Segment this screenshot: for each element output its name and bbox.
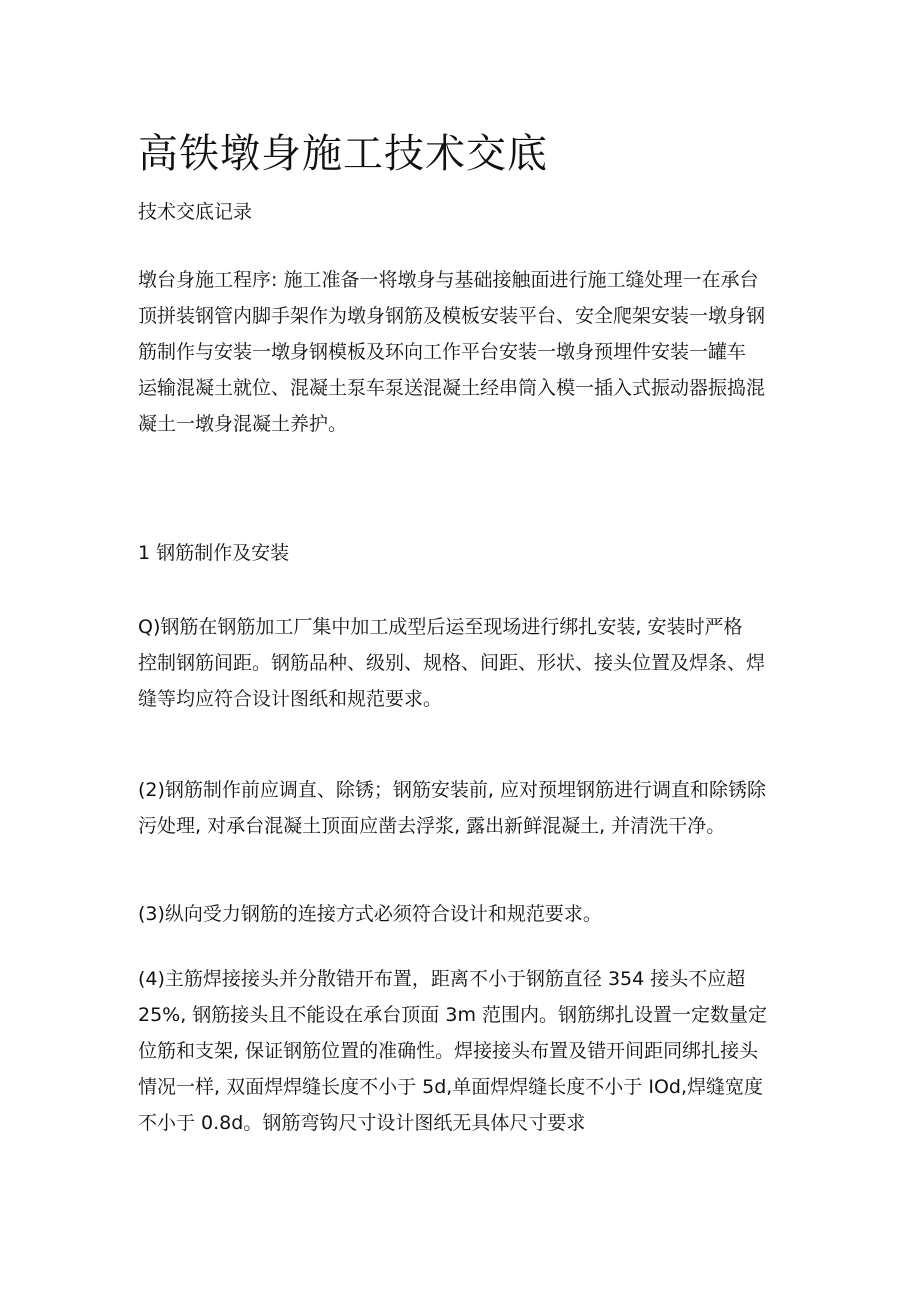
paragraph-line: (2)钢筋制作前应调直、除锈；钢筋安装前, 应对预埋钢筋进行调直和除锈除 <box>138 779 766 801</box>
paragraph-construction-procedure <box>138 262 793 442</box>
section-heading-rebar <box>138 535 793 571</box>
paragraph-line: 情况一样, 双面焊焊缝长度不小于 5d,单面焊焊缝长度不小于 IOd,焊缝宽度 <box>138 1076 764 1098</box>
paragraph-line: 凝土一墩身混凝土养护。 <box>138 413 348 435</box>
document-title: 高铁墩身施工技术交底 <box>138 131 548 177</box>
paragraph-line: 污处理, 对承台混凝土顶面应凿去浮浆, 露出新鲜混凝土, 并清洗干净。 <box>138 815 726 837</box>
paragraph-line: 顶拼装钢管内脚手架作为墩身钢筋及模板安装平台、安全爬架安装一墩身钢 <box>138 305 766 327</box>
section-heading-line: 1 钢筋制作及安装 <box>138 542 290 564</box>
paragraph-line: 25%, 钢筋接头且不能设在承台顶面 3m 范围内。钢筋绑扎设置一定数量定 <box>138 1004 767 1026</box>
document-subtitle: 技术交底记录 <box>138 201 253 223</box>
paragraph-line: Q)钢筋在钢筋加工厂集中加工成型后运至现场进行绑扎安装, 安装时严格 <box>138 616 743 638</box>
paragraph-line: 控制钢筋间距。钢筋品种、级别、规格、间距、形状、接头位置及焊条、焊 <box>138 652 766 674</box>
paragraph-line: 缝等均应符合设计图纸和规范要求。 <box>138 688 443 710</box>
paragraph-line: 不小于 0.8d。钢筋弯钩尺寸设计图纸无具体尺寸要求 <box>138 1112 586 1134</box>
paragraph-line: 墩台身施工程序: 施工准备一将墩身与基础接触面进行施工缝处理一在承台 <box>138 269 759 291</box>
paragraph-line: 运输混凝土就位、混凝土泵车泵送混凝土经串筒入模一插入式振动器振捣混 <box>138 377 766 399</box>
paragraph-item-3 <box>138 896 793 932</box>
paragraph-item-2 <box>138 772 793 844</box>
paragraph-item-1 <box>138 609 793 717</box>
paragraph-line: 位筋和支架, 保证钢筋位置的准确性。焊接接头布置及错开间距同绑扎接头 <box>138 1040 759 1062</box>
paragraph-item-4 <box>138 961 793 1141</box>
paragraph-line: 筋制作与安装一墩身钢模板及环向工作平台安装一墩身预埋件安装一罐车 <box>138 341 747 363</box>
paragraph-line: (3)纵向受力钢筋的连接方式必须符合设计和规范要求。 <box>138 903 602 925</box>
paragraph-line: (4)主筋焊接接头并分散错开布置，距离不小于钢筋直径 354 接头不应超 <box>138 968 746 990</box>
